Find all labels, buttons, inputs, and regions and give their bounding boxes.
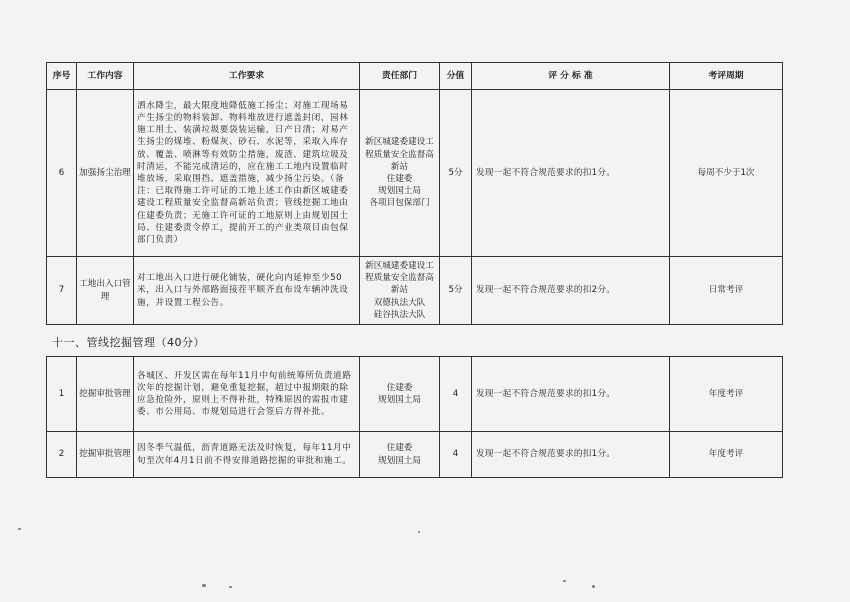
row-requirement: 因冬季气温低，沥青道路无法及时恢复，每年11月中旬至次年4月1日前不得安排道路挖掘的审批和施工。 <box>134 432 360 478</box>
row-score: 5分 <box>440 257 472 325</box>
row-score: 5分 <box>440 90 472 257</box>
row-dept: 住建委 规划国土局 <box>360 357 440 432</box>
row-period: 日常考评 <box>670 257 783 325</box>
row-criteria: 发现一起不符合规范要求的扣2分。 <box>472 257 670 325</box>
header-dept: 责任部门 <box>360 63 440 90</box>
row-no: 1 <box>47 357 77 432</box>
scan-speck <box>18 528 21 530</box>
table-row <box>47 432 783 478</box>
row-dept: 新区城建委建设工程质量安全监督高新站 双德执法大队 硅谷执法大队 <box>360 257 440 325</box>
row-criteria: 发现一起不符合规范要求的扣1分。 <box>472 432 670 478</box>
row-score: 4 <box>440 432 472 478</box>
table-header-row <box>47 63 783 90</box>
row-period: 每周不少于1次 <box>670 90 783 257</box>
table-row <box>47 357 783 432</box>
header-criteria: 评 分 标 准 <box>472 63 670 90</box>
evaluation-table-bottom <box>46 356 783 478</box>
scan-speck <box>418 531 420 533</box>
row-content: 挖掘审批管理 <box>77 432 134 478</box>
row-requirement: 洒水降尘，最大限度地降低施工扬尘；对施工现场易产生扬尘的物料装卸、物料堆放进行遮盖封闭，园林施工用土、装潢垃圾要袋装运输，日产日清；对易产生扬尘的煤堆、粉煤灰、砂石、水泥等，采取入库存放、覆盖、喷淋等有效防尘措施，废渣、建筑垃圾及时清运，不能完成清运的，应在施工工地内设置临时堆放场，采取围挡、遮盖措施，减少扬尘污染。（备注：已取得施工许可证的工地上述工作由新区城建委建设工程质量安全监督高新站负责；管线挖掘工地由住建委负责；无施工许可证的工地原则上由规划国土局、住建委责令停工，提前开工的产业类项目由包保部门负责） <box>134 90 360 257</box>
scan-speck <box>592 585 595 588</box>
scan-speck <box>229 586 232 588</box>
section-title: 十一、管线挖掘管理（40分） <box>52 336 205 349</box>
scan-speck <box>563 580 566 582</box>
row-content: 工地出入口管理 <box>77 257 134 325</box>
row-requirement: 对工地出入口进行硬化铺装，硬化向内延伸至少50米，出入口与外部路面接茬平顺齐直布设车辆冲洗设施，并设置工程公告。 <box>134 257 360 325</box>
row-criteria: 发现一起不符合规范要求的扣1分。 <box>472 90 670 257</box>
row-no: 7 <box>47 257 77 325</box>
row-period: 年度考评 <box>670 432 783 478</box>
evaluation-table-top <box>46 62 783 325</box>
row-criteria: 发现一起不符合规范要求的扣1分。 <box>472 357 670 432</box>
header-requirement: 工作要求 <box>134 63 360 90</box>
scan-speck <box>202 584 206 587</box>
header-score: 分值 <box>440 63 472 90</box>
row-requirement: 各城区、开发区需在每年11月中旬前统筹所负责道路次年的挖掘计划，避免重复挖掘，超过中报期限的除应急抢险外，原则上不得补批，特殊原因的需报市建委、市公用局、市规划局进行会签后方得补批。 <box>134 357 360 432</box>
header-period: 考评周期 <box>670 63 783 90</box>
row-dept: 住建委 规划国土局 <box>360 432 440 478</box>
row-content: 挖掘审批管理 <box>77 357 134 432</box>
row-dept: 新区城建委建设工程质量安全监督高新站 住建委 规划国土局 各项目包保部门 <box>360 90 440 257</box>
header-no: 序号 <box>47 63 77 90</box>
table-row <box>47 90 783 257</box>
header-content: 工作内容 <box>77 63 134 90</box>
table-row <box>47 257 783 325</box>
row-period: 年度考评 <box>670 357 783 432</box>
row-score: 4 <box>440 357 472 432</box>
row-no: 2 <box>47 432 77 478</box>
row-no: 6 <box>47 90 77 257</box>
row-content: 加强扬尘治理 <box>77 90 134 257</box>
